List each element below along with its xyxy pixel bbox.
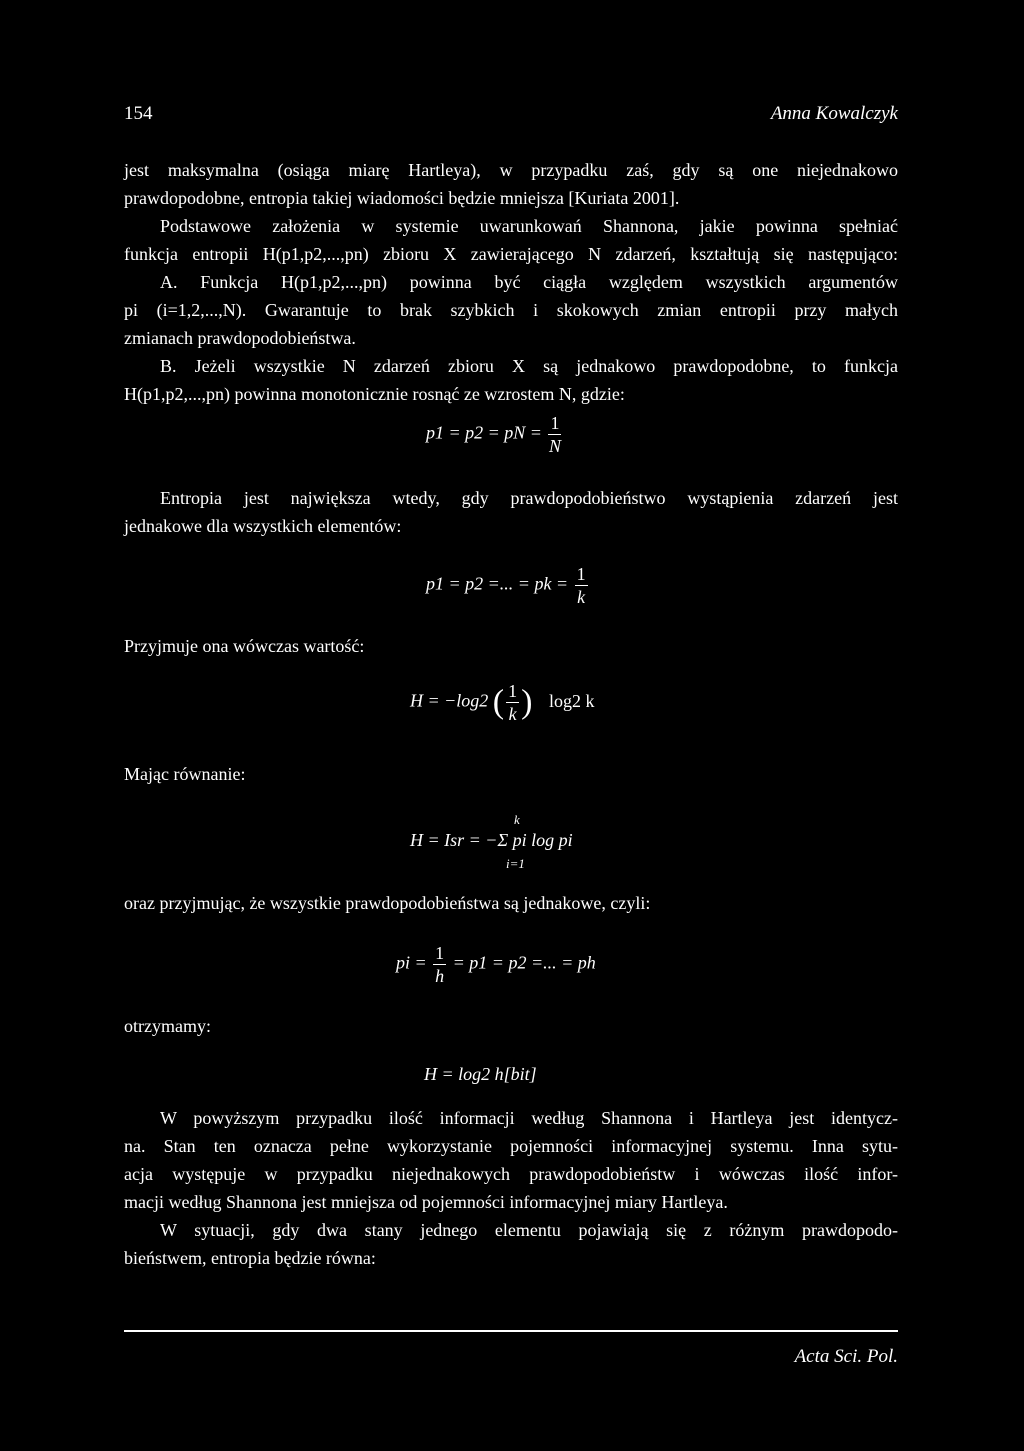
paragraph-entropy-max <box>124 484 898 540</box>
text-line: B. Jeżeli wszystkie N zdarzeń zbioru X są jednakowo prawdopodobne, to funkcja <box>160 356 898 376</box>
fraction <box>575 563 588 608</box>
paragraph-assumption: oraz przyjmując, że wszystkie prawdopodobieństwa są jednakowe, czyli: <box>124 893 651 913</box>
text-line: na. Stan ten oznacza pełne wykorzystanie pojemności informacyjnej systemu. Inna sytu- <box>124 1136 898 1156</box>
fraction <box>506 680 519 725</box>
text-line: jest maksymalna (osiąga miarę Hartleya), w przypadku zaś, gdy są one niejednakowo <box>124 160 898 180</box>
left-paren: ( <box>492 683 505 721</box>
text-line: Entropia jest największa wtedy, gdy prawdopodobieństwo wystąpienia zdarzeń jest <box>160 488 898 508</box>
fraction-denominator: k <box>508 704 517 724</box>
equation-hartley: H = log2 h[bit] <box>424 1064 537 1084</box>
equation-equal-probabilities-n <box>426 412 563 457</box>
text-line: zmianach prawdopodobieństwa. <box>124 328 356 348</box>
text-line: pi (i=1,2,...,N). Gwarantuje to brak szybkich i skokowych zmian entropii przy małych <box>124 300 898 320</box>
equation-entropy-log <box>410 680 594 725</box>
sum-upper-limit: k <box>514 812 520 827</box>
journal-name: Acta Sci. Pol. <box>794 1346 898 1367</box>
fraction-denominator: h <box>435 966 445 986</box>
fraction-denominator: k <box>577 587 586 607</box>
equation-lhs: H = −log2 <box>410 690 489 711</box>
fraction <box>548 412 561 457</box>
text-line: prawdopodobne, entropia takiej wiadomości będzie mniejsza [Kuriata 2001]. <box>124 188 680 208</box>
equation-rhs: = p1 = p2 =... = ph <box>452 952 596 973</box>
equation-lhs: p1 = p2 = pN = <box>426 422 542 443</box>
paragraph-conclusion <box>124 1104 898 1272</box>
fraction-numerator: 1 <box>435 943 445 963</box>
text-line: bieństwem, entropia będzie równa: <box>124 1248 376 1268</box>
sum-lower-limit: i=1 <box>506 856 525 871</box>
equation-lhs: p1 = p2 =... = pk = <box>426 573 569 594</box>
fraction-numerator: 1 <box>508 681 518 701</box>
fraction-denominator: N <box>548 436 561 456</box>
label-equation: Mając równanie: <box>124 764 246 784</box>
text-line: acja występuje w przypadku niejednakowych prawdopodobieństw i wówczas ilość infor- <box>124 1164 898 1184</box>
label-value: Przyjmuje ona wówczas wartość: <box>124 636 365 656</box>
text-line: jednakowe dla wszystkich elementów: <box>124 516 402 536</box>
equation-equal-probabilities-h <box>396 942 596 987</box>
fraction-numerator: 1 <box>576 564 586 584</box>
footer-rule <box>124 1330 898 1332</box>
equation-rhs: log2 k <box>548 690 595 711</box>
paragraph-intro <box>124 156 898 408</box>
text-line: funkcja entropii H(p1,p2,...,pn) zbioru X zawierającego N zdarzeń, kształtują się następująco: <box>124 244 898 264</box>
text-line: macji według Shannona jest mniejsza od pojemności informacyjnej miary Hartleya. <box>124 1192 728 1212</box>
text-line: Podstawowe założenia w systemie uwarunkowań Shannona, jakie powinna spełniać <box>160 216 898 236</box>
equation-lhs: pi = <box>396 952 427 973</box>
equation-text: H = Isr = −Σ pi log pi <box>410 830 573 850</box>
fraction-numerator: 1 <box>550 413 560 433</box>
text-line: W powyższym przypadku ilość informacji według Shannona i Hartleya jest identycz- <box>160 1108 898 1128</box>
right-paren: ) <box>521 683 533 721</box>
text-line: H(p1,p2,...,pn) powinna monotonicznie rosnąć ze wzrostem N, gdzie: <box>124 384 625 404</box>
equation-equal-probabilities-k <box>426 563 590 608</box>
text-line: A. Funkcja H(p1,p2,...,pn) powinna być ciągła względem wszystkich argumentów <box>160 272 898 292</box>
running-author: Anna Kowalczyk <box>770 103 898 124</box>
fraction <box>433 942 446 987</box>
text-line: W sytuacji, gdy dwa stany jednego elementu pojawiają się z różnym prawdopodo- <box>160 1220 898 1240</box>
page-number: 154 <box>124 103 153 124</box>
label-result: otrzymamy: <box>124 1016 211 1036</box>
